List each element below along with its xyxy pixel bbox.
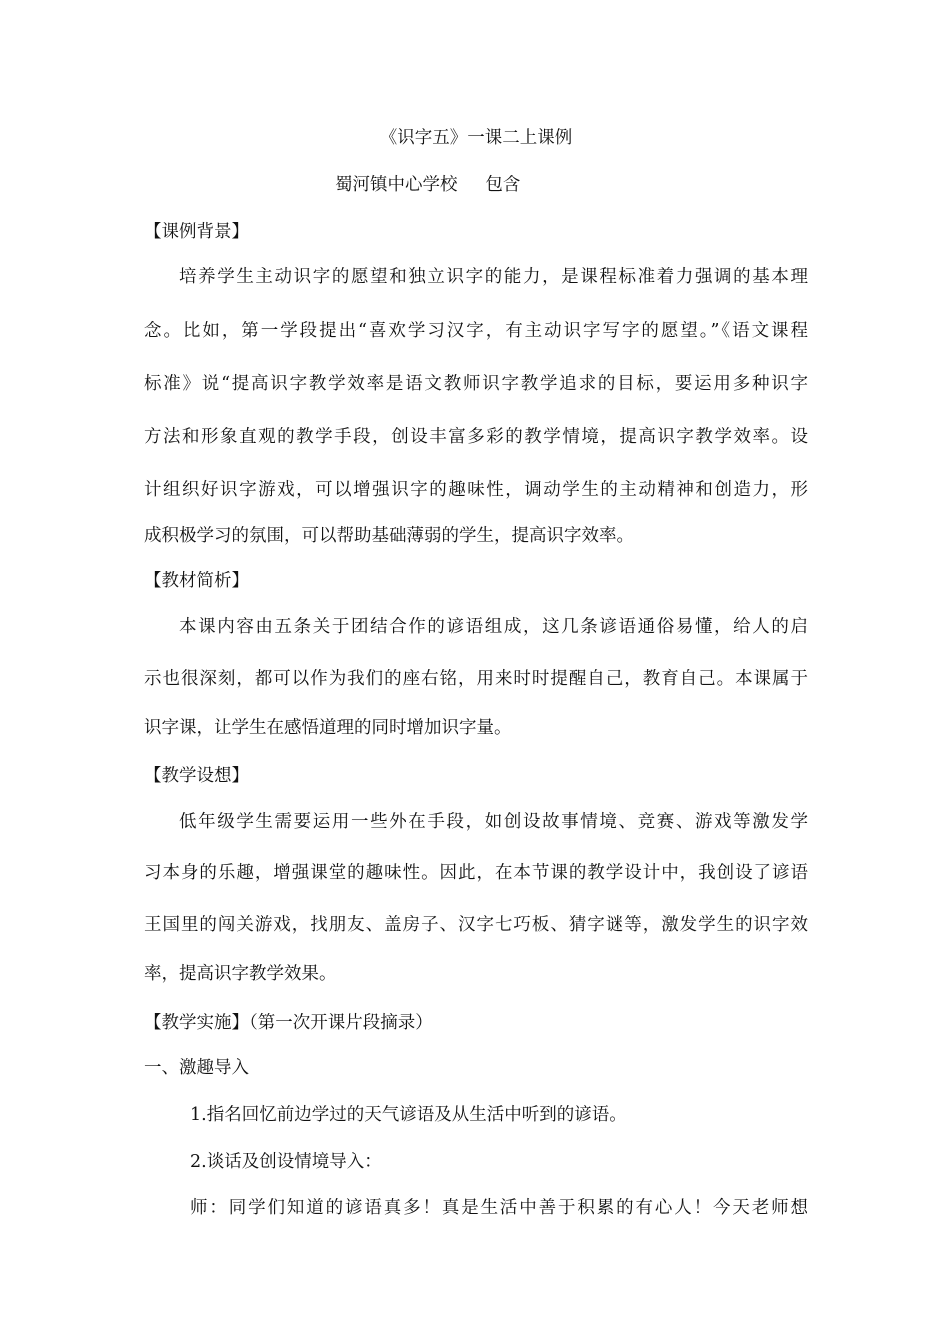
paragraph-line: 示也很深刻，都可以作为我们的座右铭，用来时时提醒自己，教育自己。本课属于 [144,669,808,689]
paragraph-line: 培养学生主动识字的愿望和独立识字的能力，是课程标准着力强调的基本理 [179,267,808,287]
implementation-heading: 【教学实施】（第一次开课片段摘录） [144,1013,433,1033]
paragraph-line: 习本身的乐趣，增强课堂的趣味性。因此，在本节课的教学设计中，我创设了谚语 [144,863,808,883]
teacher-line: 师：同学们知道的谚语真多！真是生活中善于积累的有心人！今天老师想 [190,1198,808,1218]
paragraph-line: 念。比如，第一学段提出“喜欢学习汉字，有主动识字写字的愿望。”《语文课程 [144,321,808,341]
paragraph-line: 成积极学习的氛围，可以帮助基础薄弱的学生，提高识字效率。 [144,526,634,546]
step-two: 2.谈话及创设情境导入： [190,1152,382,1172]
document-title: 《识字五》一课二上课例 [379,128,573,148]
material-heading: 【教材简析】 [144,571,249,591]
paragraph-line: 王国里的闯关游戏，找朋友、盖房子、汉字七巧板、猜字谜等，激发学生的识字效 [144,915,808,935]
paragraph-line: 方法和形象直观的教学手段，创设丰富多彩的教学情境，提高识字教学效率。设 [144,427,808,447]
paragraph-line: 率，提高识字教学效果。 [144,964,337,984]
paragraph-line: 低年级学生需要运用一些外在手段，如创设故事情境、竞赛、游戏等激发学 [179,812,808,832]
paragraph-line: 识字课，让学生在感悟道理的同时增加识字量。 [144,718,512,738]
paragraph-line: 计组织好识字游戏，可以增强识字的趣味性，调动学生的主动精神和创造力，形 [144,480,808,500]
paragraph-line: 本课内容由五条关于团结合作的谚语组成，这几条谚语通俗易懂，给人的启 [179,617,808,637]
author-line: 蜀河镇中心学校 包含 [335,175,521,195]
design-heading: 【教学设想】 [144,766,249,786]
step-one: 1.指名回忆前边学过的天气谚语及从生活中听到的谚语。 [190,1105,627,1125]
background-heading: 【课例背景】 [144,222,249,242]
paragraph-line: 标准》说“提高识字教学效率是语文教师识字教学追求的目标，要运用多种识字 [144,374,808,394]
part-one-heading: 一、激趣导入 [144,1058,249,1078]
